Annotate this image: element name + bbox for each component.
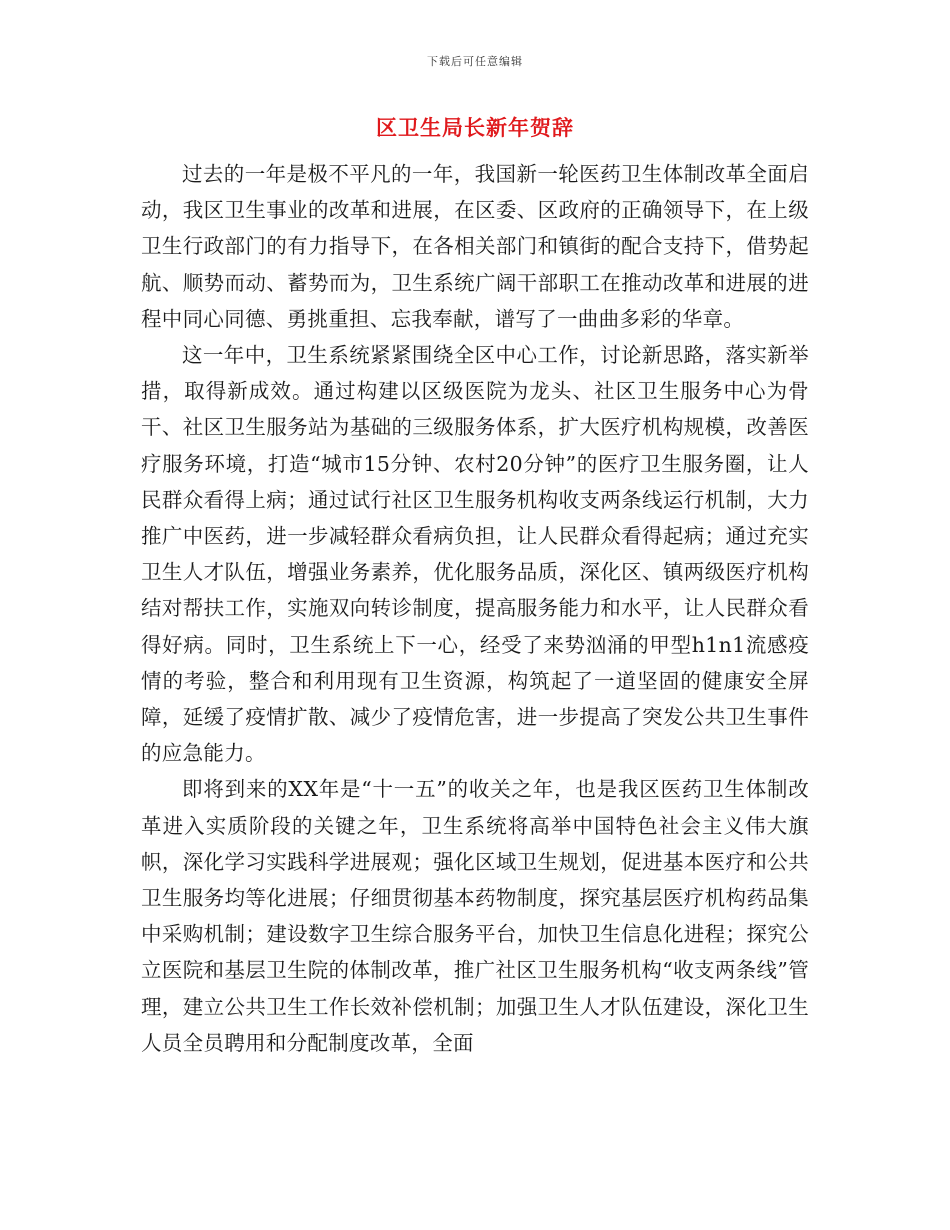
paragraph-2: 这一年中，卫生系统紧紧围绕全区中心工作，讨论新思路，落实新举措，取得新成效。通过构建以区级医院为龙头、社区卫生服务中心为骨干、社区卫生服务站为基础的三级服务体系，扩大医疗机构规模，改善医疗服务环境，打造“城市15分钟、农村20分钟”的医疗卫生服务圈，让人民群众看得上病；通过试行社区卫生服务机构收支两条线运行机制，大力推广中医药，进一步减轻群众看病负担，让人民群众看得起病；通过充实卫生人才队伍，增强业务素养，优化服务品质，深化区、镇两级医疗机构结对帮扶工作，实施双向转诊制度，提高服务能力和水平，让人民群众看得好病。同时，卫生系统上下一心，经受了来势汹涌的甲型h1n1流感疫情的考验，整合和利用现有卫生资源，构筑起了一道坚固的健康安全屏障，延缓了疫情扩散、减少了疫情危害，进一步提高了突发公共卫生事件的应急能力。 — [141, 343, 809, 766]
paragraph-1: 过去的一年是极不平凡的一年，我国新一轮医药卫生体制改革全面启动，我区卫生事业的改革和进展，在区委、区政府的正确领导下，在上级卫生行政部门的有力指导下，在各相关部门和镇街的配合支持下，借势起航、顺势而动、蓄势而为，卫生系统广阔干部职工在推动改革和进展的进程中同心同德、勇挑重担、忘我奉献，谱写了一曲曲多彩的华章。 — [141, 162, 809, 331]
header-note: 下载后可任意编辑 — [427, 55, 523, 68]
paragraph-3: 即将到来的XX年是“十一五”的收关之年，也是我区医药卫生体制改革进入实质阶段的关键之年，卫生系统将高举中国特色社会主义伟大旗帜，深化学习实践科学进展观；强化区域卫生规划，促进基本医疗和公共卫生服务均等化进展；仔细贯彻基本药物制度，探究基层医疗机构药品集中采购机制；建设数字卫生综合服务平台，加快卫生信息化进程；探究公立医院和基层卫生院的体制改革，推广社区卫生服务机构“收支两条线”管理，建立公共卫生工作长效补偿机制；加强卫生人才队伍建设，深化卫生人员全员聘用和分配制度改革，全面 — [141, 777, 809, 1055]
document-body — [141, 156, 809, 1061]
document-title: 区卫生局长新年贺辞 — [376, 115, 574, 140]
